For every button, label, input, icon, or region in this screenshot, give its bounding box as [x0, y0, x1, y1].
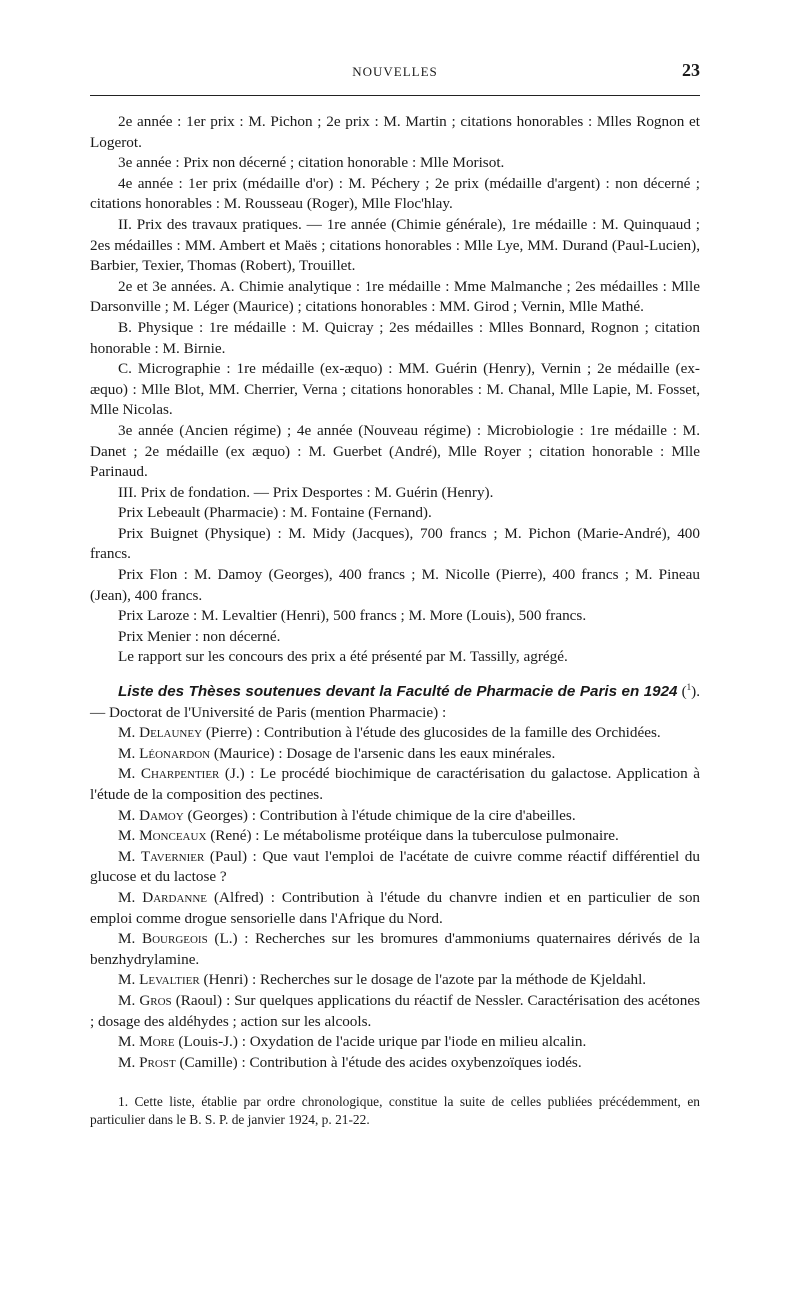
- paragraph: 4e année : 1er prix (médaille d'or) : M. Péchery ; 2e prix (médaille d'argent) : non décerné ; citations honorables : M. Rousseau (Roger), Mlle Floc'hlay.: [90, 174, 700, 213]
- author-name: Léonardon: [139, 744, 211, 762]
- paragraph: Prix Flon : M. Damoy (Georges), 400 francs ; M. Nicolle (Pierre), 400 francs ; M. Pineau (Jean), 400 francs.: [90, 566, 700, 604]
- paragraph: Prix Buignet (Physique) : M. Midy (Jacques), 700 francs ; M. Pichon (Marie-André), 400 francs.: [90, 524, 700, 563]
- running-header: [90, 60, 700, 84]
- thesis-entry: M. Tavernier (Paul) : Que vaut l'emploi de l'acétate de cuivre comme réactif différentiel du glucose et du lactose ?: [90, 847, 700, 886]
- thesis-text: (Georges) : Contribution à l'étude chimique de la cire d'abeilles.: [187, 806, 576, 824]
- paragraph: Prix Lebeault (Pharmacie) : M. Fontaine (Fernand).: [118, 504, 432, 522]
- thesis-text: (Raoul) : Sur quelques applications du réactif de Nessler. Caractérisation des acétones ; dosage des aldéhydes ; action sur les alcools.: [90, 991, 701, 1030]
- thesis-text: (Louis-J.) : Oxydation de l'acide urique par l'iode en milieu alcalin.: [178, 1033, 587, 1051]
- thesis-entry: M. Bourgeois (L.) : Recherches sur les bromures d'ammoniums quaternaires dérivés de la benzhydrylamine.: [90, 930, 700, 968]
- author-name: Bourgeois: [141, 930, 208, 948]
- thesis-text: (Henri) : Recherches sur le dosage de l'azote par la méthode de Kjeldahl.: [203, 971, 647, 989]
- paragraph: III. Prix de fondation. — Prix Desportes : M. Guérin (Henry).: [118, 483, 494, 501]
- thesis-text: (René) : Le métabolisme protéique dans la tuberculose pulmonaire.: [210, 827, 619, 845]
- footnote: 1. Cette liste, établie par ordre chronologique, constitue la suite de celles publiées précédemment, en particulier dans le B. S. P. de janvier 1924, p. 21-22.: [90, 1094, 700, 1127]
- author-name: Damoy: [139, 806, 184, 824]
- paragraph: 2e année : 1er prix : M. Pichon ; 2e prix : M. Martin ; citations honorables : Mlles Rognon et Logerot.: [90, 113, 700, 151]
- author-name: Charpentier: [140, 765, 220, 783]
- thesis-text: (Pierre) : Contribution à l'étude des glucosides de la famille des Orchidées.: [205, 724, 661, 742]
- thesis-entry: M. Charpentier (J.) : Le procédé biochimique de caractérisation du galactose. Application à l'étude de la composition des pectines.: [90, 765, 700, 803]
- thesis-text: (Paul) : Que vaut l'emploi de l'acétate de cuivre comme réactif différentiel du glucose et du lactose ?: [90, 847, 700, 886]
- section-title: NOUVELLES: [352, 64, 438, 79]
- theses-heading: Liste des Thèses soutenues devant la Faculté de Pharmacie de Paris en 1924 ($^1$). — Doctorat de l'Université de Paris (mention Pharmacie) :: [90, 681, 700, 721]
- paragraph: II. Prix des travaux pratiques. — 1re année (Chimie générale), 1re médaille : M. Quinquaud ; 2es médailles : MM. Ambert et Maës ; citations honorables : Mlle Lye, MM. Durand (Paul-Lucien), Barbier, Texier, Thomas (Robert), Trouillet.: [90, 215, 700, 275]
- thesis-entry: M. More (Louis-J.) : Oxydation de l'acide urique par l'iode en milieu alcalin.: [118, 1033, 587, 1051]
- paragraph: 3e année : Prix non décerné ; citation honorable : Mlle Morisot.: [118, 154, 505, 172]
- paragraph: B. Physique : 1re médaille : M. Quicray ; 2es médailles : Mlles Bonnard, Rognon ; citation honorable : M. Birnie.: [90, 318, 700, 357]
- paragraph: 2e et 3e années. A. Chimie analytique : 1re médaille : Mme Malmanche ; 2es médailles : Mlle Darsonville ; M. Léger (Maurice) ; citations honorables : MM. Girod ; Vernin, Mlle Mathé.: [90, 277, 700, 316]
- author-name: Monceaux: [139, 827, 207, 845]
- thesis-text: (Camille) : Contribution à l'étude des acides oxybenzoïques iodés.: [179, 1053, 582, 1071]
- author-name: Tavernier: [140, 847, 205, 865]
- body-text: [90, 112, 700, 1128]
- thesis-entry: M. Delauney (Pierre) : Contribution à l'étude des glucosides de la famille des Orchidées.: [118, 724, 661, 742]
- paragraph: 3e année (Ancien régime) ; 4e année (Nouveau régime) : Microbiologie : 1re médaille : M. Danet ; 2e médaille (ex æquo) : M. Guerbet (André), Mlle Royer ; citation honorable : Mlle Parinaud.: [90, 421, 700, 481]
- paragraph: Prix Menier : non décerné.: [118, 627, 281, 645]
- thesis-entry: M. Léonardon (Maurice) : Dosage de l'arsenic dans les eaux minérales.: [118, 744, 556, 762]
- thesis-entry: M. Monceaux (René) : Le métabolisme protéique dans la tuberculose pulmonaire.: [118, 827, 619, 845]
- header-rule: [90, 95, 700, 96]
- paragraph: Le rapport sur les concours des prix a été présenté par M. Tassilly, agrégé.: [118, 648, 568, 666]
- author-name: More: [139, 1033, 175, 1051]
- thesis-entry: M. Prost (Camille) : Contribution à l'étude des acides oxybenzoïques iodés.: [118, 1053, 582, 1071]
- theses-title: Liste des Thèses soutenues devant la Faculté de Pharmacie de Paris en 1924: [118, 683, 678, 701]
- thesis-entry: M. Damoy (Georges) : Contribution à l'étude chimique de la cire d'abeilles.: [118, 806, 576, 824]
- paragraph: Prix Laroze : M. Levaltier (Henri), 500 francs ; M. More (Louis), 500 francs.: [118, 607, 587, 625]
- paragraph: C. Micrographie : 1re médaille (ex-æquo) : MM. Guérin (Henry), Vernin ; 2e médaille (ex-æquo) : Mlle Blot, MM. Cherrier, Verna ; citations honorables : M. Chanal, Mlle Lapie, M. Fosset, Mlle Nicolas.: [90, 360, 700, 419]
- thesis-text: (Alfred) : Contribution à l'étude du chanvre indien et en particulier de son emploi comme drogue sensorielle dans l'Afrique du Nord.: [90, 888, 701, 927]
- thesis-entry: M. Levaltier (Henri) : Recherches sur le dosage de l'azote par la méthode de Kjeldahl.: [118, 971, 647, 989]
- author-name: Prost: [139, 1053, 176, 1071]
- author-name: Dardanne: [142, 888, 208, 906]
- author-name: Levaltier: [139, 971, 200, 989]
- page-number: 23: [682, 60, 700, 80]
- footnote-marker: 1: [686, 681, 692, 692]
- author-name: Delauney: [139, 724, 203, 742]
- thesis-text: (Maurice) : Dosage de l'arsenic dans les eaux minérales.: [213, 744, 556, 762]
- thesis-entry: M. Gros (Raoul) : Sur quelques applications du réactif de Nessler. Caractérisation des acétones ; dosage des aldéhydes ; action sur les alcools.: [90, 991, 701, 1030]
- thesis-text: (J.) : Le procédé biochimique de caractérisation du galactose. Application à l'étude de la composition des pectines.: [90, 765, 700, 803]
- theses-subtitle: ). — Doctorat de l'Université de Paris (mention Pharmacie) :: [90, 683, 700, 721]
- thesis-text: (L.) : Recherches sur les bromures d'ammoniums quaternaires dérivés de la benzhydrylamine.: [90, 930, 700, 968]
- thesis-entry: M. Dardanne (Alfred) : Contribution à l'étude du chanvre indien et en particulier de son emploi comme drogue sensorielle dans l'Afrique du Nord.: [90, 888, 701, 927]
- author-name: Gros: [139, 991, 172, 1009]
